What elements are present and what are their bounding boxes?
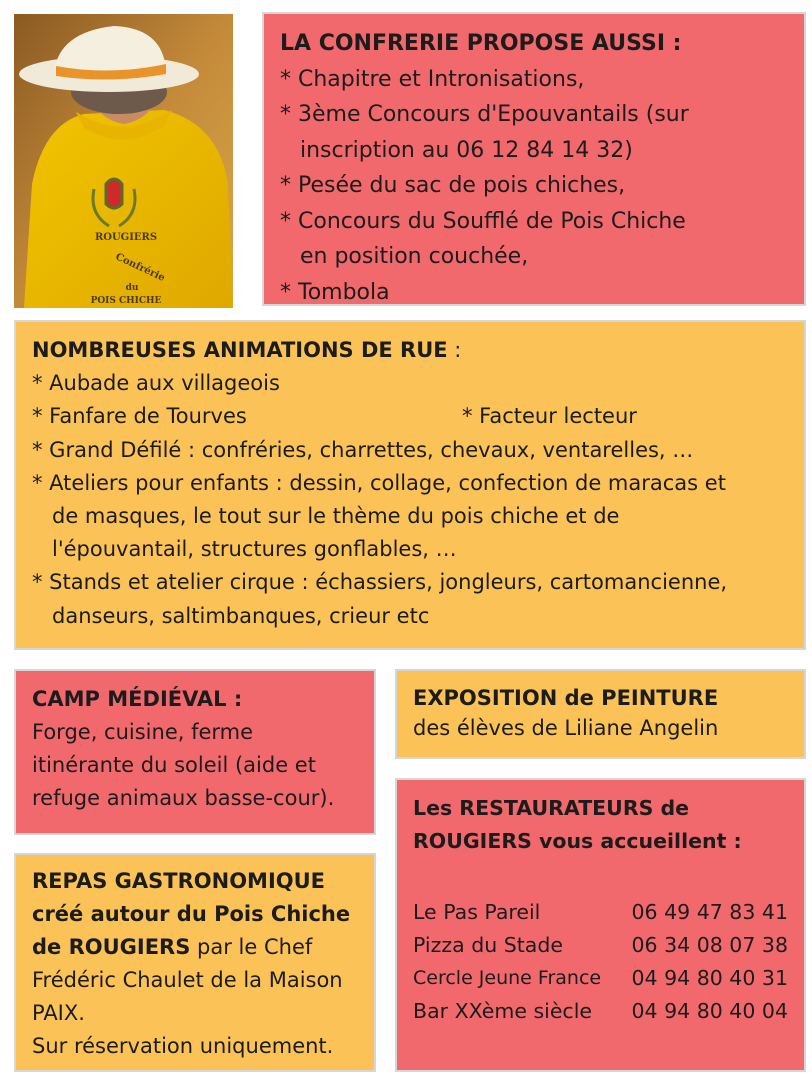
animation-line: * Fanfare de Tourves: [32, 404, 247, 429]
repas-line-rest: par le Chef: [190, 935, 313, 959]
restaurant-name: Bar XXème siècle: [413, 999, 593, 1023]
badge-text-3: du: [125, 283, 139, 293]
badge-text-2: Confrérie: [113, 251, 167, 284]
camp-medieval-box: [14, 669, 376, 835]
animations-title-suffix: :: [447, 338, 462, 362]
repas-box: [14, 853, 376, 1072]
restaurant-phone: 06 49 47 83 41: [631, 900, 788, 924]
animation-line: * Ateliers pour enfants : dessin, collage, confection de maracas et: [32, 470, 726, 495]
badge-text-4: POIS CHICHE: [90, 296, 162, 306]
animations-box: [14, 320, 806, 650]
animation-line: * Facteur lecteur: [462, 404, 637, 429]
animation-line: * Stands et atelier cirque : échassiers, jongleurs, cartomancienne,: [32, 570, 728, 595]
restaurateurs-title: Les RESTAURATEURS de: [413, 796, 690, 820]
animation-line: * Aubade aux villageois: [32, 371, 280, 396]
restaurant-name: Pizza du Stade: [413, 933, 563, 957]
badge-text-1: ROUGIERS: [94, 232, 158, 243]
confrerie-title: LA CONFRERIE PROPOSE AUSSI :: [280, 31, 682, 56]
confrerie-item: * Tombola: [280, 279, 390, 305]
restaurant-list: [413, 896, 788, 1028]
exposition-subtitle: des élèves de Liliane Angelin: [413, 716, 719, 740]
animation-line: * Grand Défilé : confréries, charrettes, chevaux, ventarelles, …: [32, 437, 694, 462]
animations-title: NOMBREUSES ANIMATIONS DE RUE: [32, 338, 448, 362]
animation-line: danseurs, saltimbanques, crieur etc: [52, 603, 430, 628]
confrerie-item: inscription au 06 12 84 14 32): [300, 137, 633, 163]
animation-line-row: [32, 400, 788, 433]
restaurant-row: [413, 896, 788, 929]
animation-line: de masques, le tout sur le thème du pois chiche et de: [52, 504, 620, 529]
repas-line: [32, 931, 358, 964]
repas-title: REPAS GASTRONOMIQUE: [32, 869, 326, 893]
repas-line: Sur réservation uniquement.: [32, 1034, 334, 1058]
restaurant-row: [413, 962, 788, 995]
confrerie-item: en position couchée,: [300, 244, 529, 269]
confrerie-item: * 3ème Concours d'Epouvantails (sur: [280, 102, 689, 127]
photo-illustration: [14, 14, 233, 308]
restaurant-row: [413, 929, 788, 962]
camp-title: CAMP MÉDIÉVAL :: [32, 687, 243, 711]
restaurant-name: Cercle Jeune France: [413, 967, 602, 989]
restaurant-phone: 04 94 80 40 04: [631, 999, 788, 1023]
restaurateurs-box: [395, 778, 806, 1072]
repas-line: Frédéric Chaulet de la Maison: [32, 968, 343, 992]
repas-bold-line: créé autour du Pois Chiche: [32, 902, 351, 926]
repas-bold-line: de ROUGIERS: [32, 935, 191, 959]
exposition-box: [395, 669, 806, 759]
camp-line: Forge, cuisine, ferme: [32, 720, 254, 744]
confrerie-item: * Concours du Soufflé de Pois Chiche: [280, 208, 686, 234]
confrerie-item: * Chapitre et Intronisations,: [280, 66, 585, 92]
repas-line: PAIX.: [32, 1001, 85, 1025]
restaurant-name: Le Pas Pareil: [413, 900, 541, 924]
animations-heading: [32, 334, 788, 367]
exposition-title: EXPOSITION de PEINTURE: [413, 686, 719, 710]
camp-line: itinérante du soleil (aide et: [32, 753, 316, 777]
restaurant-phone: 06 34 08 07 38: [631, 933, 788, 957]
restaurant-phone: 04 94 80 40 31: [631, 966, 788, 990]
confrerie-item: * Pesée du sac de pois chiches,: [280, 173, 626, 198]
animation-line: l'épouvantail, structures gonflables, …: [52, 537, 457, 562]
restaurateurs-title: ROUGIERS vous accueillent :: [413, 829, 742, 853]
confrerie-member-photo: [14, 14, 233, 308]
restaurant-row: [413, 995, 788, 1028]
confrerie-box: [262, 12, 806, 306]
camp-line: refuge animaux basse-cour).: [32, 786, 335, 810]
